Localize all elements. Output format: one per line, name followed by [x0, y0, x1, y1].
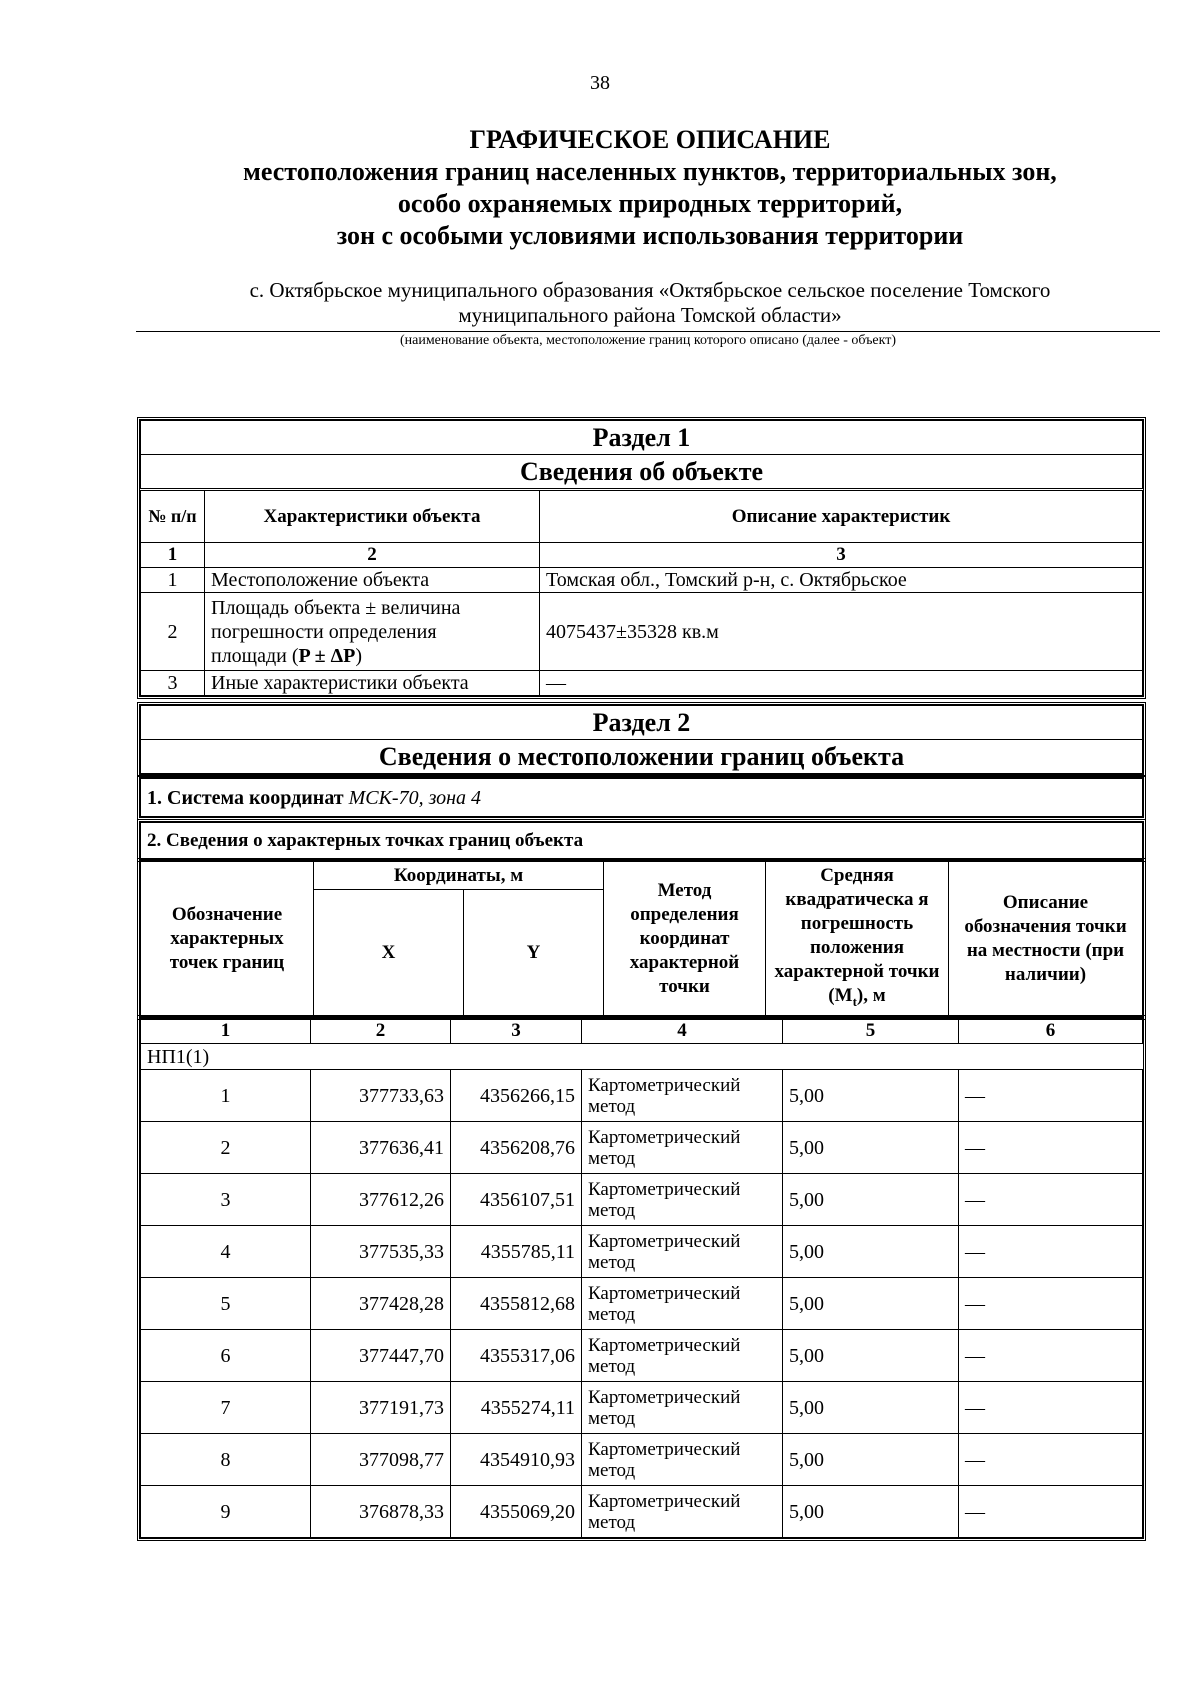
point-id: 5: [141, 1278, 311, 1330]
row-name-text: площади (: [211, 644, 299, 667]
point-error: 5,00: [783, 1330, 959, 1382]
col-number-2: 2: [311, 1019, 451, 1044]
col-number-2: 2: [205, 543, 540, 568]
point-description: —: [959, 1486, 1143, 1538]
coord-system-value: МСК-70, зона 4: [348, 786, 482, 809]
object-name-line-1: с. Октябрьское муниципального образования «Октябрьское сельское поселение Томского: [249, 278, 1051, 302]
title-line-2: местоположения границ населенных пунктов, территориальных зон,: [243, 157, 1057, 186]
header-coords: Координаты, м: [314, 862, 604, 890]
point-id: 1: [141, 1070, 311, 1122]
table-row: [141, 1382, 1143, 1434]
point-method-line: метод: [588, 1407, 636, 1429]
point-method-line: Картометрический: [588, 1282, 741, 1304]
point-x: 377428,28: [311, 1278, 451, 1330]
point-method: [582, 1278, 783, 1330]
col-number-6: 6: [959, 1019, 1143, 1044]
point-error: 5,00: [783, 1278, 959, 1330]
page-number: 38: [590, 72, 610, 94]
point-method-line: Картометрический: [588, 1074, 741, 1096]
point-id: 3: [141, 1174, 311, 1226]
point-id: 7: [141, 1382, 311, 1434]
row-name-line-2: погрешности определения: [211, 620, 437, 643]
row-number: 2: [141, 593, 205, 671]
point-method-line: метод: [588, 1303, 636, 1325]
header-description: Описание характеристик: [540, 490, 1143, 543]
point-y: 4355069,20: [451, 1486, 582, 1538]
table-row: [141, 1226, 1143, 1278]
section-2: [137, 702, 1146, 777]
point-x: 376878,33: [311, 1486, 451, 1538]
point-x: 377733,63: [311, 1070, 451, 1122]
point-method: [582, 1226, 783, 1278]
point-error: 5,00: [783, 1122, 959, 1174]
header-characteristics: Характеристики объекта: [205, 490, 540, 543]
point-x: 377636,41: [311, 1122, 451, 1174]
point-y: 4355785,11: [451, 1226, 582, 1278]
table-row: [141, 671, 1143, 696]
section-1-table: [140, 420, 1143, 696]
section-1-title: Раздел 1: [141, 421, 1143, 455]
table-row: [141, 1174, 1143, 1226]
point-error: 5,00: [783, 1174, 959, 1226]
col-number-3: 3: [540, 543, 1143, 568]
col-number-1: 1: [141, 1019, 311, 1044]
point-description: —: [959, 1330, 1143, 1382]
point-method-line: Картометрический: [588, 1230, 741, 1252]
point-x: 377535,33: [311, 1226, 451, 1278]
points-heading: 2. Сведения о характерных точках границ объекта: [141, 823, 1143, 859]
point-method-line: метод: [588, 1459, 636, 1481]
table-row: [141, 568, 1143, 593]
point-method-line: метод: [588, 1511, 636, 1533]
point-method-line: Картометрический: [588, 1438, 741, 1460]
header-error: Средняя квадратическа я погрешность положения характерной точки $(M_t)$, м: [766, 862, 949, 1017]
point-method: [582, 1070, 783, 1122]
row-name-line-1: Площадь объекта ± величина: [211, 596, 461, 619]
row-name: [205, 593, 540, 671]
header-number: № п/п: [141, 490, 205, 543]
point-description: —: [959, 1278, 1143, 1330]
point-method: [582, 1122, 783, 1174]
table-row: [141, 593, 1143, 671]
section-1: [137, 417, 1146, 699]
point-description: —: [959, 1174, 1143, 1226]
point-id: 9: [141, 1486, 311, 1538]
point-description: —: [959, 1434, 1143, 1486]
col-number-5: 5: [783, 1019, 959, 1044]
point-y: 4356266,15: [451, 1070, 582, 1122]
point-x: 377447,70: [311, 1330, 451, 1382]
points-heading-block: [137, 819, 1146, 862]
row-name: Иные характеристики объекта: [205, 671, 540, 696]
points-header-block: [137, 858, 1146, 1020]
points-block: [137, 1015, 1146, 1541]
row-number: 3: [141, 671, 205, 696]
table-row: [141, 1330, 1143, 1382]
coord-system: [141, 779, 1143, 817]
row-name-line-3: [211, 644, 533, 668]
point-id: 4: [141, 1226, 311, 1278]
row-number: 1: [141, 568, 205, 593]
point-description: —: [959, 1070, 1143, 1122]
point-method: [582, 1382, 783, 1434]
section-1-subtitle: Сведения об объекте: [141, 455, 1143, 490]
point-description: —: [959, 1382, 1143, 1434]
point-method: [582, 1486, 783, 1538]
point-description: —: [959, 1122, 1143, 1174]
point-x: 377612,26: [311, 1174, 451, 1226]
point-method: [582, 1434, 783, 1486]
point-method: [582, 1174, 783, 1226]
point-x: 377191,73: [311, 1382, 451, 1434]
header-method: Метод определения координат характерной точки: [604, 862, 766, 1017]
object-name: [140, 278, 1160, 328]
col-number-3: 3: [451, 1019, 582, 1044]
point-error: 5,00: [783, 1434, 959, 1486]
object-name-line-2: муниципального района Томской области»: [458, 303, 842, 327]
table-row: [141, 1122, 1143, 1174]
coord-system-label: 1. Система координат: [147, 786, 344, 809]
points-header-table: [140, 861, 1143, 1017]
table-row: [141, 1070, 1143, 1122]
row-name: Местоположение объекта: [205, 568, 540, 593]
point-error: 5,00: [783, 1382, 959, 1434]
col-number-4: 4: [582, 1019, 783, 1044]
header-x: X: [314, 890, 464, 1017]
point-y: 4355274,11: [451, 1382, 582, 1434]
point-error: 5,00: [783, 1070, 959, 1122]
title-line-1: ГРАФИЧЕСКОЕ ОПИСАНИЕ: [469, 125, 831, 154]
row-value: 4075437±35328 кв.м: [540, 593, 1143, 671]
point-method-line: метод: [588, 1199, 636, 1221]
point-id: 2: [141, 1122, 311, 1174]
header-point-description: Описание обозначения точки на местности (при наличии): [949, 862, 1143, 1017]
table-row: [141, 1434, 1143, 1486]
table-row: [141, 1278, 1143, 1330]
formula: P ± ΔP: [298, 644, 356, 667]
point-method-line: метод: [588, 1095, 636, 1117]
point-y: 4356208,76: [451, 1122, 582, 1174]
group-label: НП1(1): [141, 1044, 1143, 1070]
point-x: 377098,77: [311, 1434, 451, 1486]
point-method-line: Картометрический: [588, 1334, 741, 1356]
document-title: [140, 124, 1160, 252]
points-table: [140, 1018, 1143, 1538]
header-y: Y: [464, 890, 604, 1017]
row-value: —: [540, 671, 1143, 696]
points-body: [141, 1070, 1143, 1538]
header-designation: Обозначение характерных точек границ: [141, 862, 314, 1017]
section-2-header-table: [140, 705, 1143, 774]
point-method-line: метод: [588, 1147, 636, 1169]
title-line-4: зон с особыми условиями использования территории: [336, 221, 964, 250]
point-method-line: метод: [588, 1355, 636, 1377]
point-id: 8: [141, 1434, 311, 1486]
point-y: 4354910,93: [451, 1434, 582, 1486]
point-method: [582, 1330, 783, 1382]
point-y: 4356107,51: [451, 1174, 582, 1226]
point-description: —: [959, 1226, 1143, 1278]
title-line-3: особо охраняемых природных территорий,: [397, 189, 903, 218]
point-method-line: Картометрический: [588, 1490, 741, 1512]
table-row: [141, 1486, 1143, 1538]
row-value: Томская обл., Томский р-н, с. Октябрьское: [540, 568, 1143, 593]
point-id: 6: [141, 1330, 311, 1382]
point-method-line: Картометрический: [588, 1178, 741, 1200]
section-2-subtitle: Сведения о местоположении границ объекта: [141, 740, 1143, 774]
point-method-line: метод: [588, 1251, 636, 1273]
coord-system-block: [137, 775, 1146, 820]
point-method-line: Картометрический: [588, 1386, 741, 1408]
object-caption: (наименование объекта, местоположение границ которого описано (далее - объект): [399, 333, 897, 348]
section-2-title: Раздел 2: [141, 706, 1143, 740]
row-name-end: ): [355, 644, 363, 667]
point-y: 4355317,06: [451, 1330, 582, 1382]
point-error: 5,00: [783, 1486, 959, 1538]
point-error: 5,00: [783, 1226, 959, 1278]
object-underline: [136, 331, 1160, 332]
point-y: 4355812,68: [451, 1278, 582, 1330]
col-number-1: 1: [141, 543, 205, 568]
point-method-line: Картометрический: [588, 1126, 741, 1148]
